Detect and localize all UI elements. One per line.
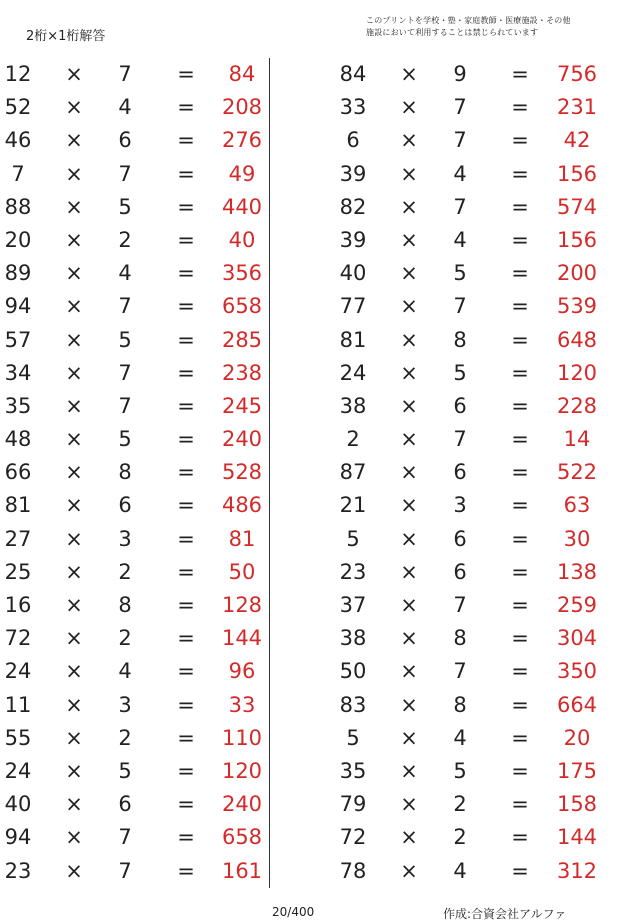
multiplicand: 87 <box>339 460 367 485</box>
equals-sign: = <box>177 294 195 319</box>
multiplicand: 21 <box>339 493 367 518</box>
times-sign: × <box>400 659 418 684</box>
problem-row <box>0 655 633 688</box>
problem-row <box>0 722 633 755</box>
equals-sign: = <box>177 194 195 219</box>
notice-line-1: このプリントを学校・塾・家庭教師・医療施設・その他 <box>366 16 571 25</box>
problem-row <box>0 58 633 91</box>
answer: 120 <box>221 758 263 783</box>
multiplicand: 35 <box>339 758 367 783</box>
problem-row <box>0 456 633 489</box>
equals-sign: = <box>511 427 529 452</box>
multiplicand: 34 <box>4 360 32 385</box>
times-sign: × <box>65 393 83 418</box>
problem-row <box>0 357 633 390</box>
multiplier: 4 <box>118 261 132 286</box>
equals-sign: = <box>177 792 195 817</box>
times-sign: × <box>65 460 83 485</box>
times-sign: × <box>400 261 418 286</box>
times-sign: × <box>65 858 83 883</box>
multiplicand: 24 <box>339 360 367 385</box>
multiplier: 2 <box>453 792 467 817</box>
times-sign: × <box>65 593 83 617</box>
answer: 285 <box>221 327 263 352</box>
answer: 14 <box>563 427 591 452</box>
answer: 144 <box>556 825 598 850</box>
multiplier: 5 <box>118 327 132 352</box>
problem-row <box>0 91 633 124</box>
usage-notice <box>366 15 571 39</box>
problem-row <box>0 423 633 456</box>
problem-list <box>0 58 633 888</box>
multiplicand: 72 <box>339 825 367 850</box>
answer: 156 <box>556 227 598 252</box>
author-credit: 作成:合資会社アルファ <box>443 907 567 921</box>
multiplicand: 5 <box>346 725 360 750</box>
problem-row <box>0 489 633 522</box>
equals-sign: = <box>177 858 195 883</box>
equals-sign: = <box>177 493 195 518</box>
times-sign: × <box>400 95 418 120</box>
multiplicand: 6 <box>346 128 360 153</box>
multiplier: 5 <box>453 758 467 783</box>
answer: 42 <box>563 128 591 153</box>
times-sign: × <box>65 128 83 153</box>
equals-sign: = <box>511 227 529 252</box>
multiplicand: 94 <box>4 294 32 319</box>
multiplier: 6 <box>453 460 467 485</box>
problem-row <box>0 124 633 157</box>
multiplicand: 40 <box>339 261 367 286</box>
page-number: 20/400 <box>272 905 315 919</box>
multiplier: 8 <box>453 692 467 717</box>
answer: 200 <box>556 261 598 286</box>
equals-sign: = <box>511 593 529 617</box>
multiplicand: 66 <box>4 460 32 485</box>
answer: 40 <box>228 227 256 252</box>
multiplier: 7 <box>453 593 467 617</box>
multiplier: 7 <box>453 294 467 319</box>
multiplicand: 40 <box>4 792 32 817</box>
equals-sign: = <box>511 493 529 518</box>
multiplicand: 2 <box>346 427 360 452</box>
problem-row <box>0 689 633 722</box>
answer: 175 <box>556 758 598 783</box>
answer: 312 <box>556 858 598 883</box>
equals-sign: = <box>511 294 529 319</box>
equals-sign: = <box>511 526 529 551</box>
times-sign: × <box>400 327 418 352</box>
times-sign: × <box>400 294 418 319</box>
equals-sign: = <box>177 227 195 252</box>
times-sign: × <box>65 62 83 86</box>
answer: 238 <box>221 360 263 385</box>
equals-sign: = <box>177 62 195 86</box>
problem-row <box>0 589 633 622</box>
times-sign: × <box>400 626 418 651</box>
problem-row <box>0 257 633 290</box>
answer: 231 <box>556 95 598 120</box>
answer: 33 <box>228 692 256 717</box>
multiplicand: 25 <box>4 559 32 584</box>
equals-sign: = <box>177 626 195 651</box>
multiplicand: 38 <box>339 626 367 651</box>
answer: 245 <box>221 393 263 418</box>
multiplier: 8 <box>453 327 467 352</box>
equals-sign: = <box>177 825 195 850</box>
multiplier: 8 <box>453 626 467 651</box>
equals-sign: = <box>511 792 529 817</box>
equals-sign: = <box>511 626 529 651</box>
problem-row <box>0 191 633 224</box>
equals-sign: = <box>177 128 195 153</box>
answer: 658 <box>221 294 263 319</box>
multiplier: 5 <box>118 758 132 783</box>
answer: 440 <box>221 194 263 219</box>
multiplier: 6 <box>118 128 132 153</box>
multiplier: 3 <box>118 692 132 717</box>
times-sign: × <box>400 460 418 485</box>
times-sign: × <box>65 95 83 120</box>
multiplicand: 81 <box>4 493 32 518</box>
answer: 259 <box>556 593 598 617</box>
multiplier: 6 <box>453 526 467 551</box>
multiplier: 5 <box>453 360 467 385</box>
equals-sign: = <box>511 858 529 883</box>
multiplier: 2 <box>118 227 132 252</box>
multiplier: 2 <box>118 725 132 750</box>
equals-sign: = <box>177 593 195 617</box>
times-sign: × <box>65 692 83 717</box>
equals-sign: = <box>511 128 529 153</box>
times-sign: × <box>400 227 418 252</box>
times-sign: × <box>400 858 418 883</box>
multiplicand: 7 <box>11 161 25 186</box>
multiplier: 7 <box>118 294 132 319</box>
problem-row <box>0 324 633 357</box>
times-sign: × <box>400 792 418 817</box>
equals-sign: = <box>177 526 195 551</box>
multiplier: 4 <box>118 95 132 120</box>
answer: 84 <box>228 62 256 86</box>
multiplier: 8 <box>118 460 132 485</box>
equals-sign: = <box>177 393 195 418</box>
multiplicand: 20 <box>4 227 32 252</box>
multiplicand: 84 <box>339 62 367 86</box>
multiplicand: 50 <box>339 659 367 684</box>
equals-sign: = <box>177 95 195 120</box>
times-sign: × <box>65 493 83 518</box>
multiplicand: 24 <box>4 659 32 684</box>
answer: 648 <box>556 327 598 352</box>
multiplicand: 11 <box>4 692 32 717</box>
answer: 350 <box>556 659 598 684</box>
multiplier: 7 <box>453 427 467 452</box>
multiplicand: 37 <box>339 593 367 617</box>
multiplicand: 83 <box>339 692 367 717</box>
multiplicand: 94 <box>4 825 32 850</box>
answer: 276 <box>221 128 263 153</box>
times-sign: × <box>400 161 418 186</box>
problem-row <box>0 523 633 556</box>
equals-sign: = <box>177 360 195 385</box>
answer: 522 <box>556 460 598 485</box>
times-sign: × <box>400 559 418 584</box>
multiplicand: 82 <box>339 194 367 219</box>
equals-sign: = <box>177 559 195 584</box>
problem-row <box>0 821 633 854</box>
multiplier: 3 <box>118 526 132 551</box>
multiplicand: 33 <box>339 95 367 120</box>
multiplicand: 35 <box>4 393 32 418</box>
equals-sign: = <box>177 427 195 452</box>
multiplier: 5 <box>118 427 132 452</box>
multiplicand: 23 <box>4 858 32 883</box>
multiplier: 4 <box>453 161 467 186</box>
times-sign: × <box>65 427 83 452</box>
multiplicand: 79 <box>339 792 367 817</box>
multiplier: 7 <box>118 393 132 418</box>
equals-sign: = <box>177 327 195 352</box>
equals-sign: = <box>177 758 195 783</box>
times-sign: × <box>400 128 418 153</box>
multiplicand: 39 <box>339 227 367 252</box>
multiplier: 9 <box>453 62 467 86</box>
multiplicand: 23 <box>339 559 367 584</box>
equals-sign: = <box>511 360 529 385</box>
answer: 228 <box>556 393 598 418</box>
multiplier: 2 <box>118 626 132 651</box>
times-sign: × <box>400 725 418 750</box>
answer: 356 <box>221 261 263 286</box>
multiplier: 7 <box>453 128 467 153</box>
multiplicand: 39 <box>339 161 367 186</box>
times-sign: × <box>65 559 83 584</box>
notice-line-2: 施設において利用することは禁じられています <box>366 28 539 37</box>
equals-sign: = <box>177 261 195 286</box>
times-sign: × <box>65 360 83 385</box>
times-sign: × <box>65 161 83 186</box>
multiplicand: 16 <box>4 593 32 617</box>
answer: 81 <box>228 526 256 551</box>
times-sign: × <box>65 227 83 252</box>
answer: 539 <box>556 294 598 319</box>
times-sign: × <box>65 758 83 783</box>
answer: 96 <box>228 659 256 684</box>
problem-row <box>0 224 633 257</box>
problem-row <box>0 390 633 423</box>
multiplicand: 48 <box>4 427 32 452</box>
equals-sign: = <box>511 95 529 120</box>
multiplier: 2 <box>453 825 467 850</box>
multiplier: 6 <box>118 792 132 817</box>
multiplicand: 55 <box>4 725 32 750</box>
equals-sign: = <box>511 62 529 86</box>
multiplier: 7 <box>118 360 132 385</box>
answer: 49 <box>228 161 256 186</box>
multiplier: 7 <box>118 62 132 86</box>
equals-sign: = <box>511 460 529 485</box>
answer: 138 <box>556 559 598 584</box>
problem-row <box>0 855 633 888</box>
times-sign: × <box>65 725 83 750</box>
times-sign: × <box>65 659 83 684</box>
times-sign: × <box>65 792 83 817</box>
answer: 240 <box>221 792 263 817</box>
answer: 110 <box>221 725 263 750</box>
times-sign: × <box>400 692 418 717</box>
problem-row <box>0 556 633 589</box>
multiplier: 7 <box>453 194 467 219</box>
equals-sign: = <box>511 758 529 783</box>
answer: 756 <box>556 62 598 86</box>
problem-row <box>0 755 633 788</box>
problem-row <box>0 788 633 821</box>
equals-sign: = <box>511 725 529 750</box>
answer: 528 <box>221 460 263 485</box>
times-sign: × <box>400 758 418 783</box>
answer: 304 <box>556 626 598 651</box>
equals-sign: = <box>177 161 195 186</box>
equals-sign: = <box>511 659 529 684</box>
times-sign: × <box>65 626 83 651</box>
times-sign: × <box>400 194 418 219</box>
times-sign: × <box>400 393 418 418</box>
answer: 120 <box>556 360 598 385</box>
multiplicand: 89 <box>4 261 32 286</box>
multiplicand: 38 <box>339 393 367 418</box>
times-sign: × <box>65 825 83 850</box>
times-sign: × <box>400 825 418 850</box>
multiplier: 4 <box>453 858 467 883</box>
equals-sign: = <box>511 161 529 186</box>
multiplicand: 78 <box>339 858 367 883</box>
multiplier: 4 <box>453 227 467 252</box>
answer: 20 <box>563 725 591 750</box>
answer: 158 <box>556 792 598 817</box>
answer: 156 <box>556 161 598 186</box>
times-sign: × <box>65 526 83 551</box>
multiplicand: 77 <box>339 294 367 319</box>
equals-sign: = <box>511 393 529 418</box>
equals-sign: = <box>511 692 529 717</box>
answer: 30 <box>563 526 591 551</box>
equals-sign: = <box>177 692 195 717</box>
problem-row <box>0 158 633 191</box>
multiplier: 7 <box>453 95 467 120</box>
equals-sign: = <box>177 659 195 684</box>
answer: 208 <box>221 95 263 120</box>
times-sign: × <box>400 62 418 86</box>
multiplier: 6 <box>118 493 132 518</box>
answer: 658 <box>221 825 263 850</box>
times-sign: × <box>65 194 83 219</box>
times-sign: × <box>400 526 418 551</box>
page-title: 2桁×1桁解答 <box>26 29 106 44</box>
multiplier: 4 <box>453 725 467 750</box>
multiplicand: 72 <box>4 626 32 651</box>
multiplier: 6 <box>453 393 467 418</box>
times-sign: × <box>65 294 83 319</box>
answer: 144 <box>221 626 263 651</box>
multiplier: 6 <box>453 559 467 584</box>
multiplier: 3 <box>453 493 467 518</box>
multiplier: 5 <box>453 261 467 286</box>
multiplicand: 52 <box>4 95 32 120</box>
multiplier: 8 <box>118 593 132 617</box>
multiplier: 7 <box>118 858 132 883</box>
multiplicand: 46 <box>4 128 32 153</box>
problem-row <box>0 290 633 323</box>
multiplier: 7 <box>453 659 467 684</box>
times-sign: × <box>65 327 83 352</box>
multiplier: 5 <box>118 194 132 219</box>
problem-row <box>0 622 633 655</box>
multiplier: 7 <box>118 161 132 186</box>
times-sign: × <box>400 493 418 518</box>
multiplicand: 81 <box>339 327 367 352</box>
multiplier: 2 <box>118 559 132 584</box>
answer: 161 <box>221 858 263 883</box>
answer: 50 <box>228 559 256 584</box>
multiplicand: 27 <box>4 526 32 551</box>
times-sign: × <box>400 427 418 452</box>
multiplicand: 5 <box>346 526 360 551</box>
answer: 63 <box>563 493 591 518</box>
times-sign: × <box>400 593 418 617</box>
multiplicand: 24 <box>4 758 32 783</box>
equals-sign: = <box>511 825 529 850</box>
multiplicand: 57 <box>4 327 32 352</box>
equals-sign: = <box>177 725 195 750</box>
equals-sign: = <box>511 261 529 286</box>
equals-sign: = <box>511 559 529 584</box>
answer: 128 <box>221 593 263 617</box>
equals-sign: = <box>177 460 195 485</box>
times-sign: × <box>400 360 418 385</box>
answer: 240 <box>221 427 263 452</box>
multiplier: 7 <box>118 825 132 850</box>
multiplicand: 88 <box>4 194 32 219</box>
equals-sign: = <box>511 327 529 352</box>
equals-sign: = <box>511 194 529 219</box>
answer: 664 <box>556 692 598 717</box>
answer: 486 <box>221 493 263 518</box>
times-sign: × <box>65 261 83 286</box>
multiplicand: 12 <box>4 62 32 86</box>
answer: 574 <box>556 194 598 219</box>
multiplier: 4 <box>118 659 132 684</box>
